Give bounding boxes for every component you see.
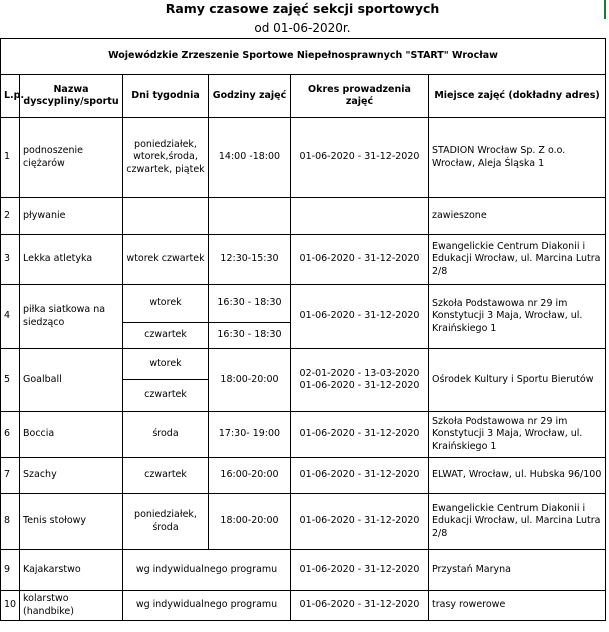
sheet-title: Ramy czasowe zajęć sekcji sportowych [165, 1, 440, 16]
cell-discipline: pływanie [20, 198, 123, 235]
cell-lp: 10 [1, 591, 20, 621]
cell-lp: 4 [1, 285, 20, 349]
cell-hours: 16:00-20:00 [209, 458, 291, 494]
table-row [1, 494, 606, 550]
cell-place: ELWAT, Wrocław, ul. Hubska 96/100 [429, 458, 606, 494]
cell-days: poniedziałek, wtorek,środa, czwartek, piątek [123, 118, 209, 198]
cell-period [291, 198, 429, 235]
cell-hours: 16:30 - 18:30 [209, 323, 291, 349]
cell-place: Szkoła Podstawowa nr 29 im Konstytucji 3 Maja, Wrocław, ul. Kraińskiego 1 [429, 412, 606, 458]
cell-lp: 1 [1, 118, 20, 198]
header-place: Miejsce zajęć (dokładny adres) [429, 75, 606, 118]
cell-days: czwartek [123, 380, 209, 412]
cell-discipline: Szachy [20, 458, 123, 494]
cell-lp: 7 [1, 458, 20, 494]
cell-period: 01-06-2020 - 31-12-2020 [291, 118, 429, 198]
cell-hours: 16:30 - 18:30 [209, 285, 291, 323]
cell-days: wtorek [123, 285, 209, 323]
cell-days: poniedziałek, środa [123, 494, 209, 550]
cell-days-hours: wg indywidualnego programu [123, 591, 291, 621]
cell-discipline: Lekka atletyka [20, 235, 123, 285]
header-period: Okres prowadzenia zajęć [291, 75, 429, 118]
cell-place: STADION Wrocław Sp. Z o.o. Wrocław, Aleja Śląska 1 [429, 118, 606, 198]
cell-lp: 6 [1, 412, 20, 458]
sheet-subtitle: od 01-06-2020r. [254, 21, 351, 35]
table-row [1, 285, 606, 323]
cell-lp: 3 [1, 235, 20, 285]
cell-discipline: piłka siatkowa na siedząco [20, 285, 123, 349]
header-hours: Godziny zajęć [209, 75, 291, 118]
table-row [1, 118, 606, 198]
cell-place: trasy rowerowe [429, 591, 606, 621]
cell-lp: 5 [1, 349, 20, 412]
cell-days: środa [123, 412, 209, 458]
cell-days: czwartek [123, 323, 209, 349]
schedule-table [0, 38, 606, 621]
cell-selection-marker [604, 0, 606, 19]
cell-days [123, 198, 209, 235]
cell-period [291, 349, 429, 412]
header-discipline: Nazwa dyscypliny/sportu [20, 75, 123, 118]
cell-hours: 12:30-15:30 [209, 235, 291, 285]
cell-place: Ewangelickie Centrum Diakonii i Edukacji Wrocław, ul. Marcina Lutra 2/8 [429, 235, 606, 285]
cell-days: wtorek [123, 349, 209, 380]
cell-lp: 8 [1, 494, 20, 550]
cell-discipline: podnoszenie ciężarów [20, 118, 123, 198]
cell-lp: 2 [1, 198, 20, 235]
cell-hours: 18:00-20:00 [209, 349, 291, 412]
cell-period: 01-06-2020 - 31-12-2020 [291, 235, 429, 285]
cell-period: 01-06-2020 - 31-12-2020 [291, 285, 429, 349]
table-row [1, 198, 606, 235]
cell-days: wtorek czwartek [123, 235, 209, 285]
cell-place: Przystań Maryna [429, 550, 606, 591]
cell-discipline: Kajakarstwo [20, 550, 123, 591]
table-row [1, 349, 606, 380]
cell-place: Ewangelickie Centrum Diakonii i Edukacji Wrocław, ul. Marcina Lutra 2/8 [429, 494, 606, 550]
cell-days: czwartek [123, 458, 209, 494]
cell-place: Szkoła Podstawowa nr 29 im Konstytucji 3 Maja, Wrocław, ul. Kraińskiego 1 [429, 285, 606, 349]
cell-period: 01-06-2020 - 31-12-2020 [291, 494, 429, 550]
table-row [1, 458, 606, 494]
period-line: 02-01-2020 - 13-03-2020 [299, 367, 420, 379]
table-row [1, 235, 606, 285]
header-days: Dni tygodnia [123, 75, 209, 118]
cell-period: 01-06-2020 - 31-12-2020 [291, 550, 429, 591]
cell-days-hours: wg indywidualnego programu [123, 550, 291, 591]
cell-hours: 17:30- 19:00 [209, 412, 291, 458]
cell-lp: 9 [1, 550, 20, 591]
cell-period: 01-06-2020 - 31-12-2020 [291, 591, 429, 621]
cell-discipline: Goalball [20, 349, 123, 412]
period-line: 01-06-2020 - 31-12-2020 [299, 380, 420, 391]
header-lp: L.p. [1, 75, 20, 118]
organization-name: Wojewódzkie Zrzeszenie Sportowe Niepełnosprawnych "START" Wrocław [1, 39, 606, 75]
table-row [1, 591, 606, 621]
cell-discipline: kolarstwo (handbike) [20, 591, 123, 621]
cell-place: zawieszone [429, 198, 606, 235]
cell-hours: 14:00 -18:00 [209, 118, 291, 198]
cell-hours [209, 198, 291, 235]
cell-hours: 18:00-20:00 [209, 494, 291, 550]
cell-period: 01-06-2020 - 31-12-2020 [291, 458, 429, 494]
cell-discipline: Boccia [20, 412, 123, 458]
table-row [1, 550, 606, 591]
cell-place: Ośrodek Kultury i Sportu Bierutów [429, 349, 606, 412]
cell-discipline: Tenis stołowy [20, 494, 123, 550]
cell-period: 01-06-2020 - 31-12-2020 [291, 412, 429, 458]
table-row [1, 412, 606, 458]
